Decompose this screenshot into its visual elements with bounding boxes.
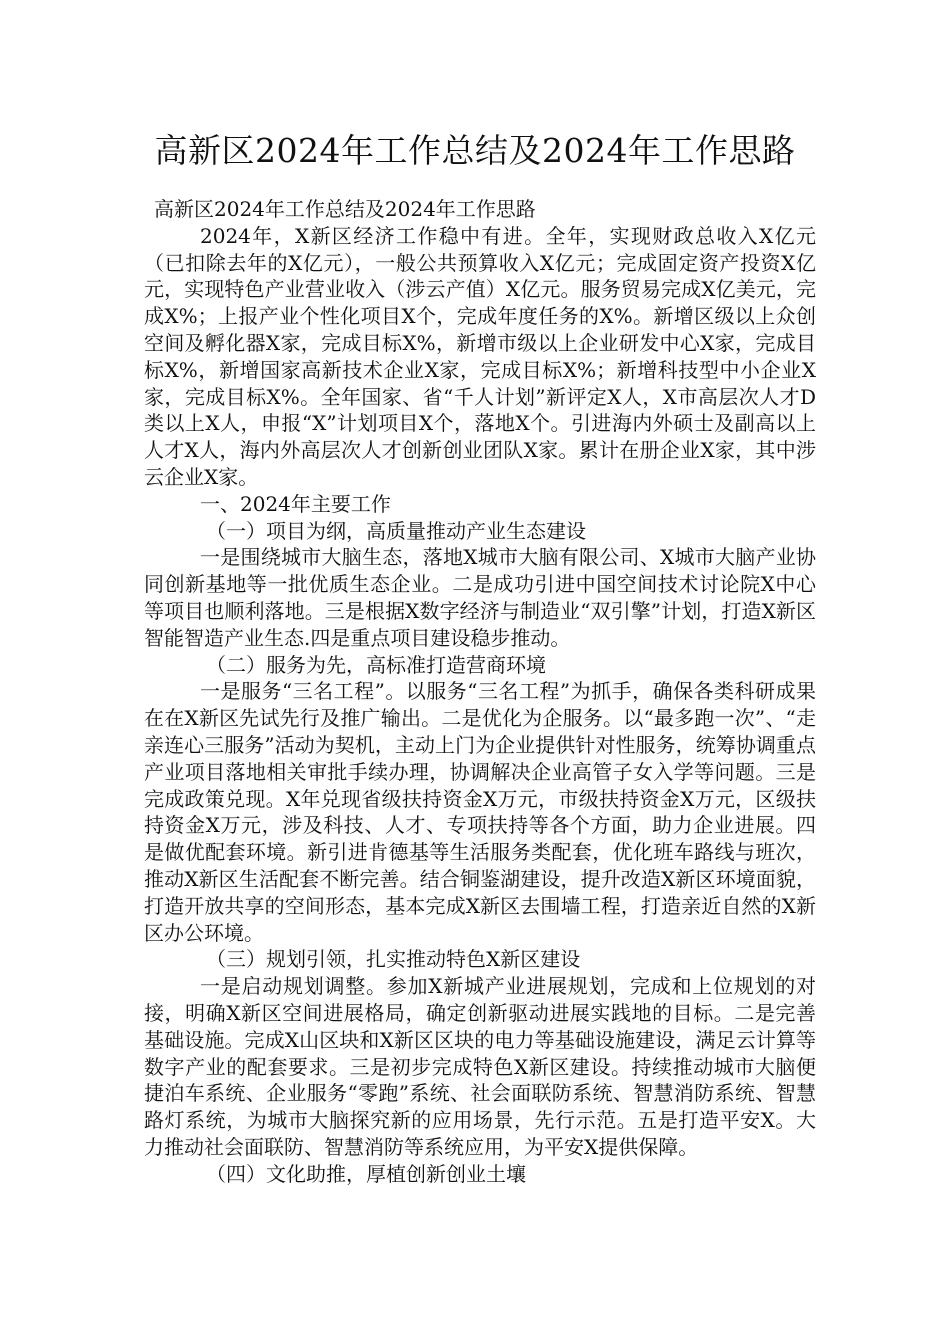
subsection-heading-2: （二）服务为先，高标准打造营商环境: [206, 652, 546, 677]
section-heading: 一、2024年主要工作: [200, 491, 391, 516]
subsection-paragraph-1: 一是围绕城市大脑生态，落地X城市大脑有限公司、X城市大脑产业协同创新基地等一批优质生态企业。二是成功引进中国空间技术讨论院X中心等项目也顺利落地。三是根据X数字经济与制造业“双引擎”计划，打造X新区智能智造产业生态.四是重点项目建设稳步推动。: [144, 545, 816, 650]
subsection-paragraph-3: 一是启动规划调整。参加X新城产业进展规划，完成和上位规划的对接，明确X新区空间进展格局，确定创新驱动进展实践地的目标。二是完善基础设施。完成X山区块和X新区区块的电力等基础设施建设，满足云计算等数字产业的配套要求。三是初步完成特色X新区建设。持续推动城市大脑便捷泊车系统、企业服务“零跑”系统、社会面联防系统、智慧消防系统、智慧路灯系统，为城市大脑探究新的应用场景，先行示范。五是打造平安X。大力推动社会面联防、智慧消防等系统应用，为平安X提供保障。: [144, 974, 816, 1159]
intro-paragraph: 2024年，X新区经济工作稳中有进。全年，实现财政总收入X亿元（已扣除去年的X亿元），一般公共预算收入X亿元；完成固定资产投资X亿元，实现特色产业营业收入（涉云产值）X亿元。服务贸易完成X亿美元，完成X%；上报产业个性化项目X个，完成年度任务的X%。新增区级以上众创空间及孵化器X家，完成目标X%，新增市级以上企业研发中心X家，完成目标X%，新增国家高新技术企业X家，完成目标X%；新增科技型中小企业X家，完成目标X%。全年国家、省“千人计划”新评定X人，X市高层次人才D类以上X人，申报“X”计划项目X个，落地X个。引进海内外硕士及副高以上人才X人，海内外高层次人才创新创业团队X家。累计在册企业X家，其中涉云企业X家。: [144, 223, 816, 489]
subsection-paragraph-2: 一是服务“三名工程”。以服务“三名工程”为抓手，确保各类科研成果在在X新区先试先行及推广输出。二是优化为企服务。以“最多跑一次”、“走亲连心三服务”活动为契机，主动上门为企业提供针对性服务，统筹协调重点产业项目落地相关审批手续办理，协调解决企业高管子女入学等问题。三是完成政策兑现。X年兑现省级扶持资金X万元，市级扶持资金X万元，区级扶持资金X万元，涉及科技、人才、专项扶持等各个方面，助力企业进展。四是做优配套环境。新引进肯德基等生活服务类配套，优化班车路线与班次，推动X新区生活配套不断完善。结合铜鉴湖建设，提升改造X新区环境面貌，打造开放共享的空间形态，基本完成X新区去围墙工程，打造亲近自然的X新区办公环境。: [144, 679, 816, 945]
subsection-heading-1: （一）项目为纲，高质量推动产业生态建设: [206, 518, 586, 543]
document-body: [144, 196, 816, 1187]
subsection-heading-4: （四）文化助推，厚植创新创业土壤: [206, 1161, 526, 1186]
document-subtitle: 高新区2024年工作总结及2024年工作思路: [154, 197, 536, 221]
subsection-heading-3: （三）规划引领，扎实推动特色X新区建设: [206, 947, 581, 972]
document-title: 高新区2024年工作总结及2024年工作思路: [154, 131, 796, 170]
